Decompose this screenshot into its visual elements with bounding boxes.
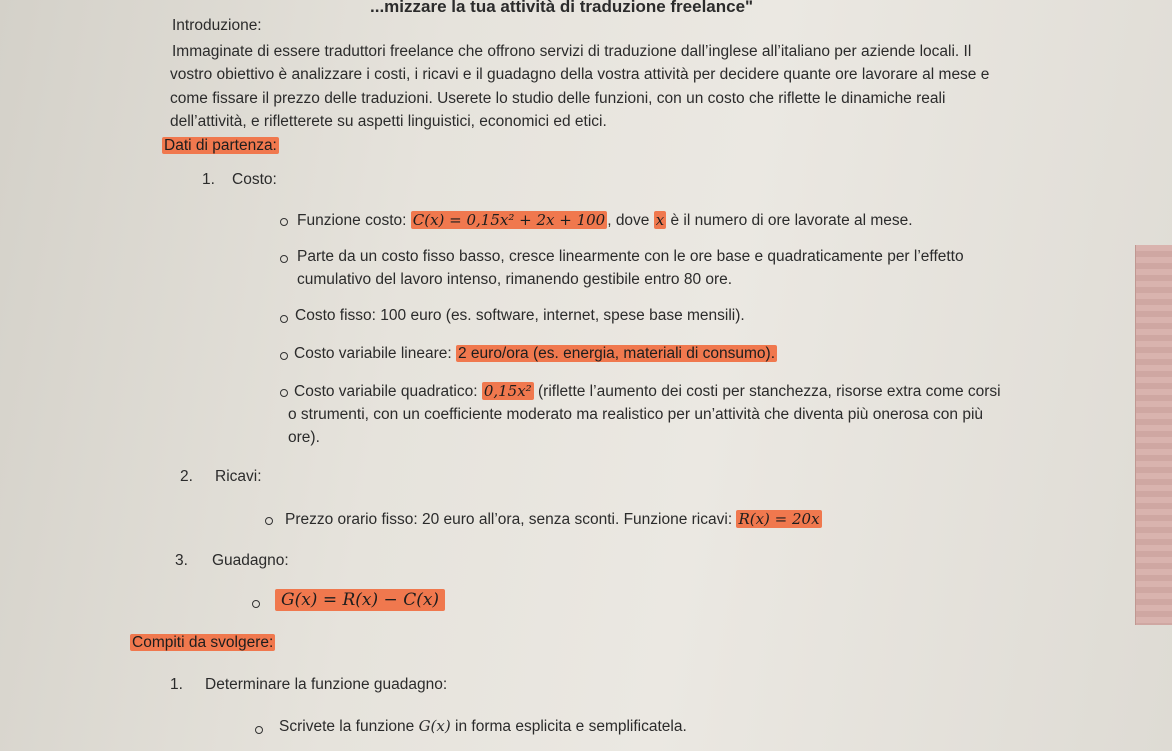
cost-function-formula: C(x) = 0,15x² + 2x + 100 [412,211,606,229]
intro-line-1: Immaginate di essere traduttori freelance che offrono servizi di traduzione dall’inglese all’italiano per aziende locali. Il [172,43,972,60]
bullet-icon [280,218,288,226]
intro-line-4: dell’attività, e rifletterete su aspetti linguistici, economici ed etici. [170,113,607,130]
compiti-heading: Compiti da svolgere: [132,634,274,651]
compiti-item-1-label: Determinare la funzione guadagno: [205,676,448,693]
costo-descr-line-2: cumulativo del lavoro intenso, rimanendo gestibile entro 80 ore. [297,271,733,288]
profit-function-formula: G(x) = R(x) − C(x) [275,589,445,611]
background-pink-paper [1135,245,1172,625]
bullet-icon [280,352,288,360]
compiti-item-1-sub: Scrivete la funzione G(x) in forma esplicita e semplificatela. [279,717,687,735]
ricavi-number: 2. [180,468,193,485]
bullet-icon [280,389,288,397]
bullet-icon [252,600,260,608]
costo-variabile-lineare: Costo variabile lineare: 2 euro/ora (es. energia, materiali di consumo). [294,345,776,362]
costo-descr-line-1: Parte da un costo fisso basso, cresce linearmente con le ore base e quadraticamente per l’effetto [297,248,964,265]
bullet-icon [280,315,288,323]
bullet-icon [280,255,288,263]
costo-label: Costo: [232,171,277,188]
compiti-item-1-number: 1. [170,676,183,693]
revenue-function-formula: R(x) = 20x [738,510,820,528]
costo-number: 1. [202,171,215,188]
intro-heading: Introduzione: [172,17,262,34]
guadagno-label: Guadagno: [212,552,289,569]
costo-fisso: Costo fisso: 100 euro (es. software, internet, spese base mensili). [295,307,745,324]
costo-funzione-line: Funzione costo: C(x) = 0,15x² + 2x + 100 , dove x è il numero di ore lavorate al mese. [297,211,913,229]
intro-line-2: vostro obiettivo è analizzare i costi, i ricavi e il guadagno della vostra attività per decidere quante ore lavorare al mese e [170,66,990,83]
ricavi-label: Ricavi: [215,468,262,485]
dati-heading: Dati di partenza: [164,137,277,154]
bullet-icon [265,517,273,525]
costo-variabile-quadratico-line-2: o strumenti, con un coefficiente moderato ma realistico per un’attività che diventa più onerosa con più [288,406,984,423]
costo-variabile-quadratico-line-3: ore). [288,429,320,446]
intro-line-3: come fissare il prezzo delle traduzioni. Userete lo studio delle funzioni, con un costo che riflette le dinamiche reali [170,90,946,107]
document-title: ...mizzare la tua attività di traduzione freelance" [370,0,754,16]
guadagno-formula-line [275,590,445,610]
bullet-icon [255,726,263,734]
ricavi-line: Prezzo orario fisso: 20 euro all’ora, senza sconti. Funzione ricavi: R(x) = 20x [285,510,820,528]
costo-variabile-quadratico: Costo variabile quadratico: 0,15x² (riflette l’aumento dei costi per stanchezza, risorse extra come corsi [294,382,1001,400]
guadagno-number: 3. [175,552,188,569]
